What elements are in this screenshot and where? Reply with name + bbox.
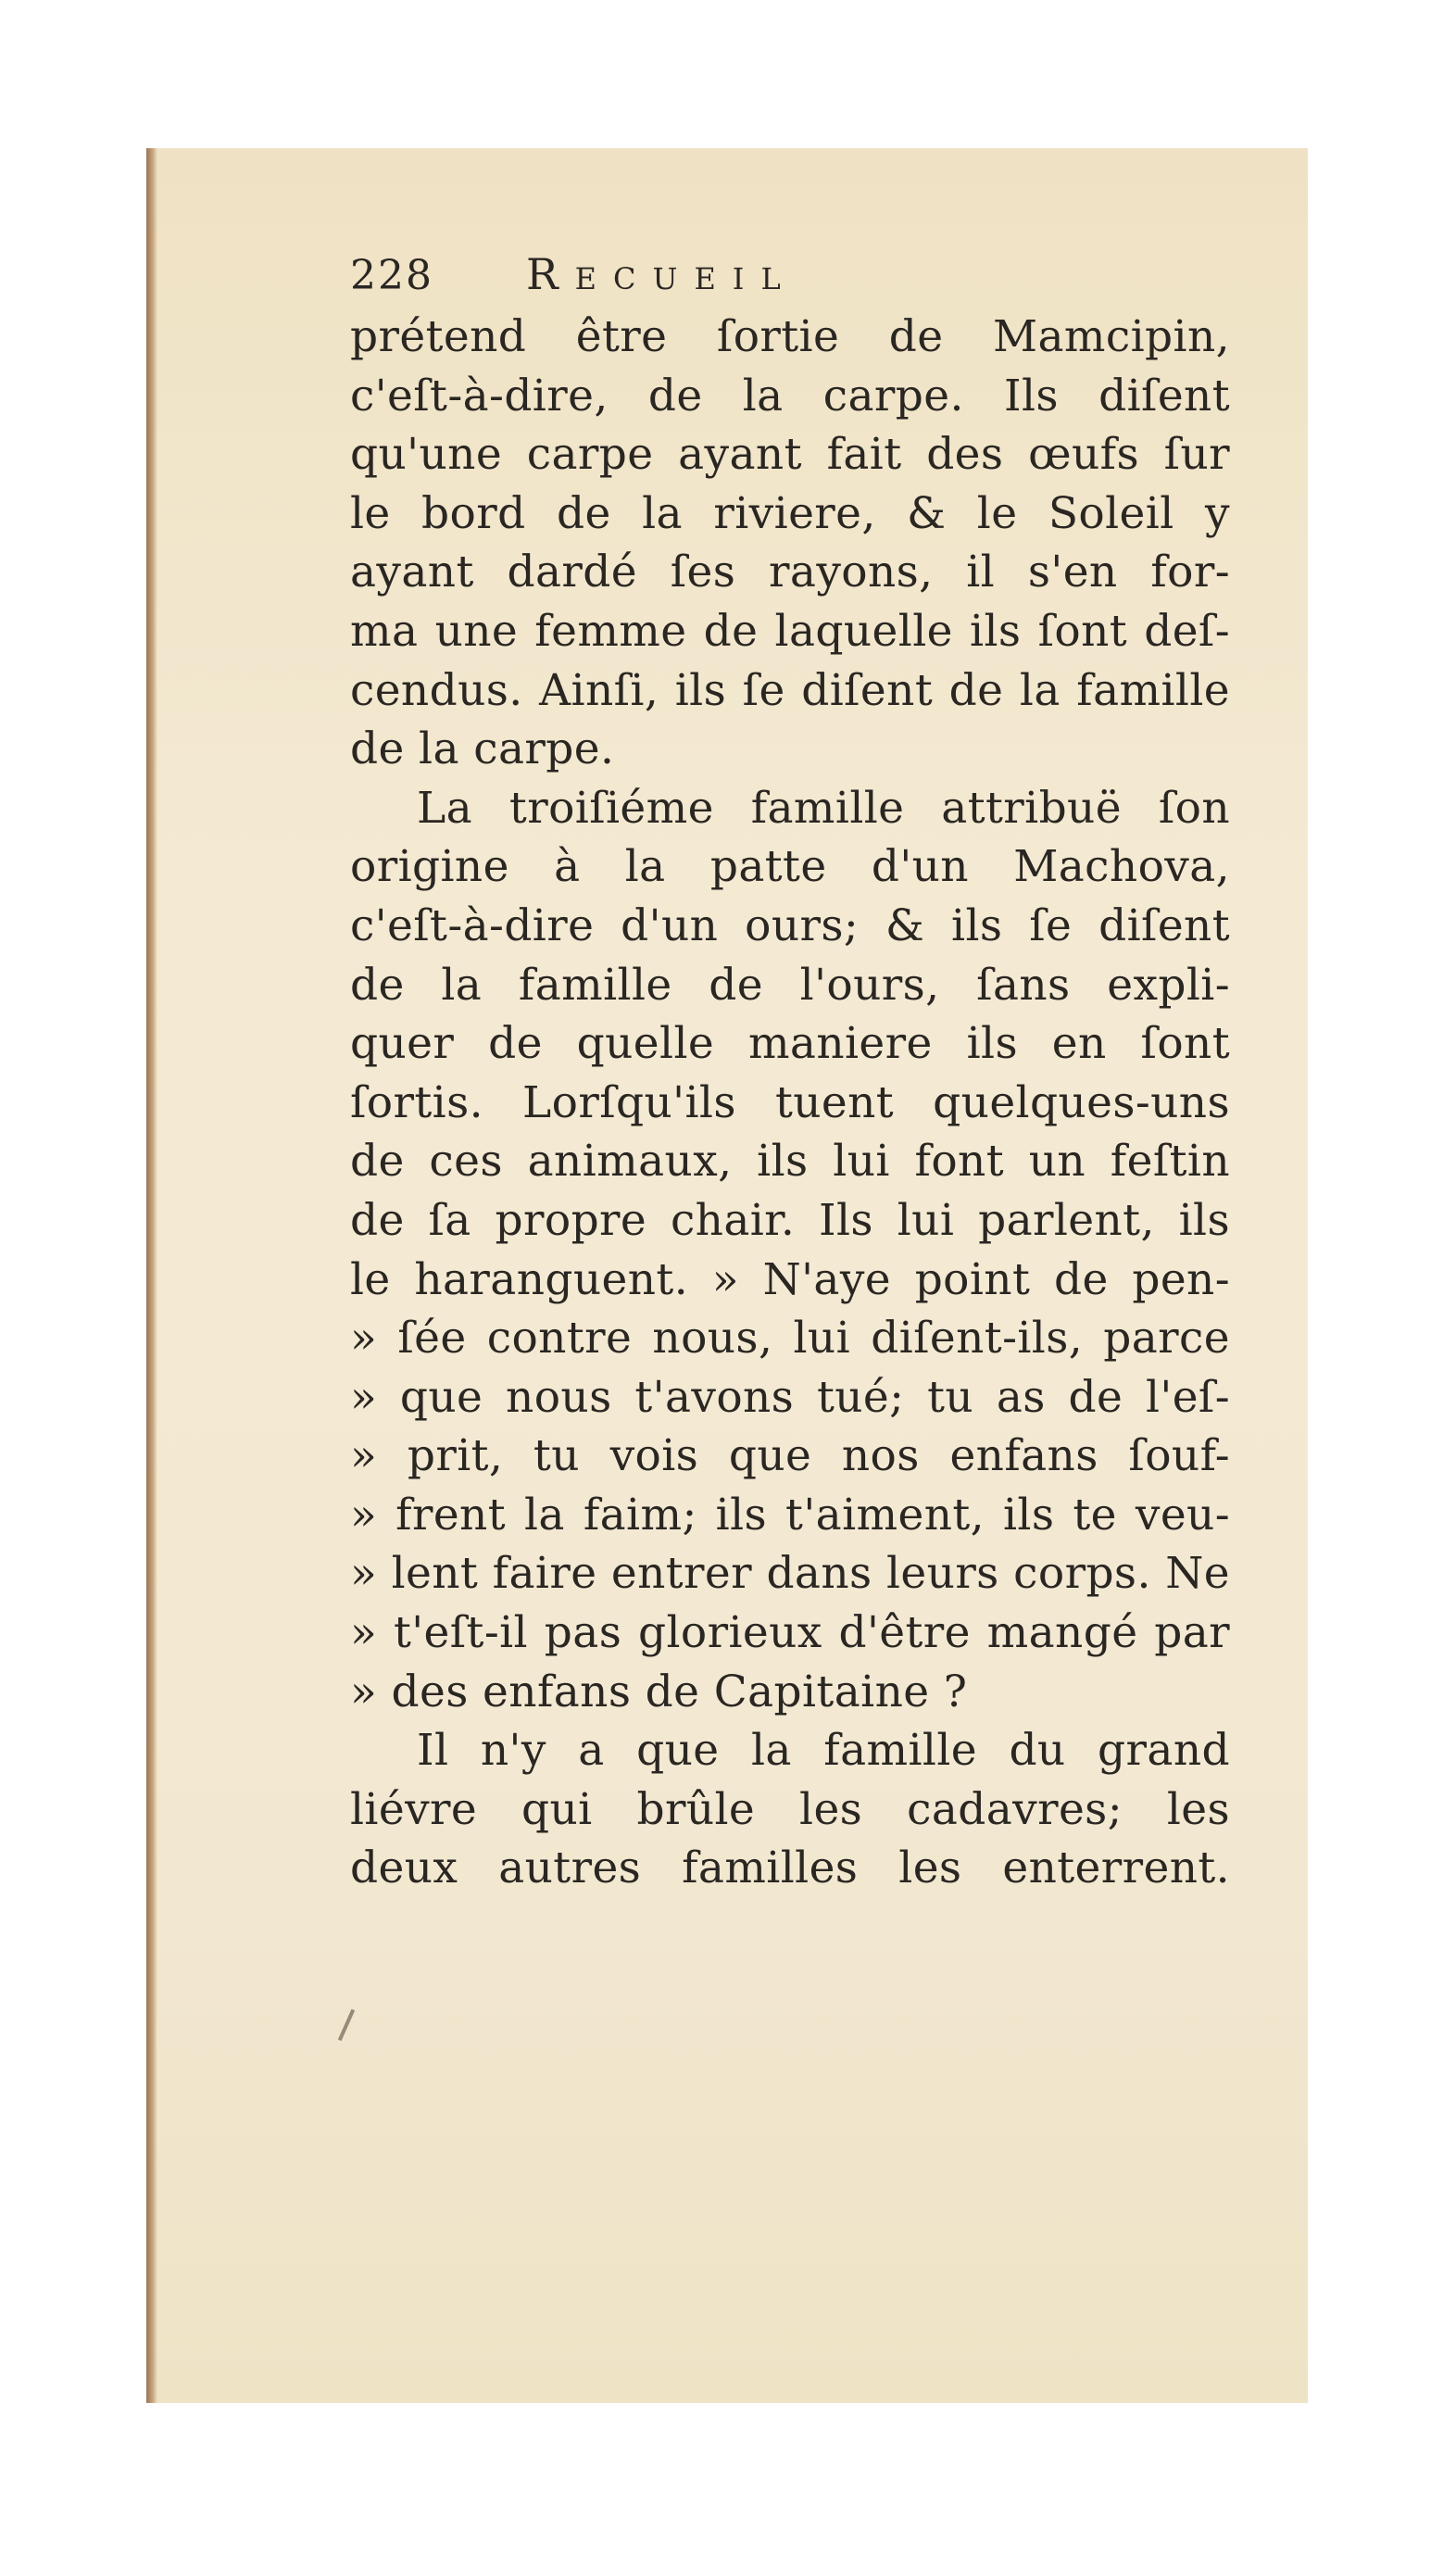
text-line: de la carpe. [350, 723, 615, 775]
text-line: c'eſt-à-dire d'un ours; & ils ſe diſent [350, 899, 1230, 951]
book-spine-edge [146, 148, 157, 2403]
page-number: 228 [350, 252, 433, 299]
running-head [350, 241, 1230, 308]
paragraph-first-line: La troiſiéme famille attribuë ſon [417, 782, 1230, 834]
text-line: le haranguent. » N'aye point de pen- [350, 1253, 1230, 1305]
text-line: » prit, tu vois que nos enfans ſouf- [350, 1430, 1230, 1482]
text-line: » ſée contre nous, lui diſent-ils, parce [350, 1313, 1230, 1365]
text-line: » que nous t'avons tué; tu as de l'eſ- [350, 1371, 1230, 1423]
running-head-title: Recueil [526, 249, 797, 299]
page-text-block [350, 241, 1230, 1898]
text-line: de ſa propre chair. Ils lui parlent, ils [350, 1194, 1230, 1246]
text-line: » des enfans de Capitaine ? [350, 1666, 968, 1717]
text-line: deux autres familles les enterrent. [350, 1842, 1230, 1894]
text-line: prétend être ſortie de Mamcipin, [350, 311, 1230, 362]
text-line: » frent la faim; ils t'aiment, ils te veu- [350, 1489, 1230, 1541]
paragraph-first-line: Il n'y a que la famille du grand [417, 1725, 1230, 1777]
text-line: de ces animaux, ils lui font un feſtin [350, 1136, 1230, 1188]
text-line: » t'eſt-il pas glorieux d'être mangé par [350, 1607, 1230, 1659]
text-line: » lent faire entrer dans leurs corps. Ne [350, 1548, 1230, 1600]
text-line: ayant dardé ſes rayons, il s'en for- [350, 547, 1230, 598]
text-line: ſortis. Lorſqu'ils tuent quelques-uns [350, 1076, 1230, 1128]
text-line: ma une femme de laquelle ils ſont deſ- [350, 605, 1230, 657]
text-line: liévre qui brûle les cadavres; les [350, 1783, 1230, 1835]
text-line: de la famille de l'ours, ſans expli- [350, 959, 1230, 1011]
text-line: qu'une carpe ayant fait des œufs ſur [350, 429, 1230, 481]
text-line: origine à la patte d'un Machova, [350, 841, 1230, 893]
page-scan [146, 148, 1308, 2403]
text-line: c'eſt-à-dire, de la carpe. Ils diſent [350, 370, 1230, 421]
text-line: le bord de la riviere, & le Soleil y [350, 487, 1230, 539]
text-line: cendus. Ainſi, ils ſe diſent de la famille [350, 664, 1230, 716]
text-line: quer de quelle maniere ils en ſont [350, 1018, 1230, 1070]
